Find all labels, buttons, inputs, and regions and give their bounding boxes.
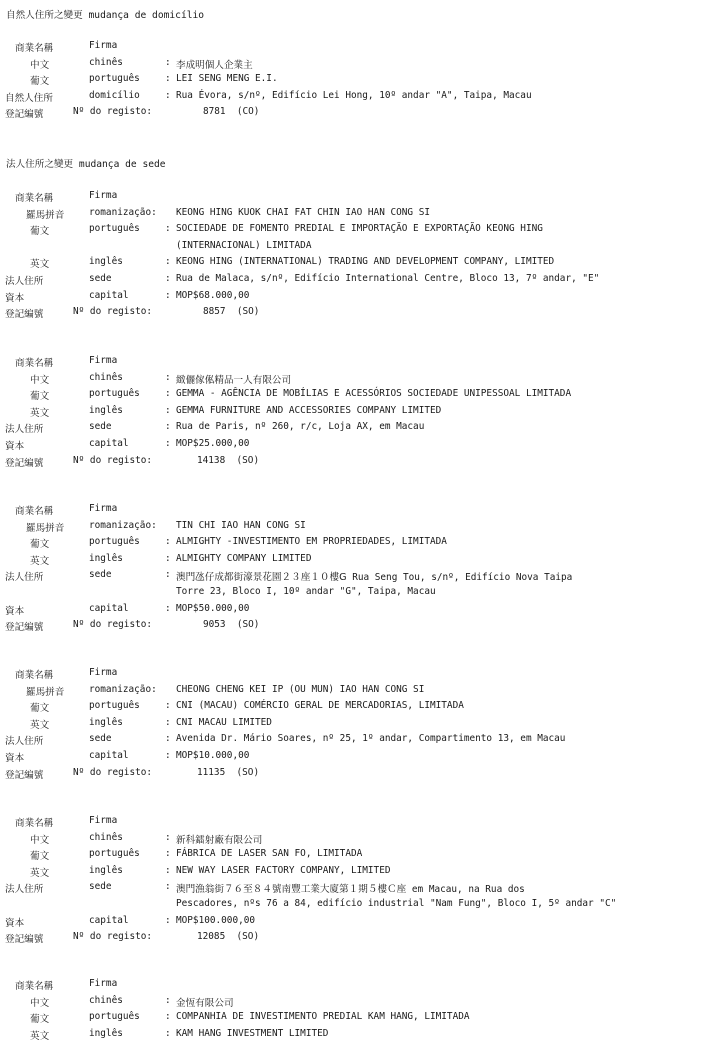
sede-value-pt: em Macau, na Rua dos xyxy=(411,884,525,896)
sede-label-pt: sede xyxy=(89,733,112,745)
chines-label-pt: chinês xyxy=(89,371,123,383)
registry-entry-4 xyxy=(0,503,710,636)
firma-label-pt: Firma xyxy=(89,978,118,989)
capital-label-zh: 資本 xyxy=(5,917,25,929)
chines-label-pt: chinês xyxy=(89,994,123,1006)
ingles-label-zh: 英文 xyxy=(30,719,50,731)
colon: : xyxy=(165,73,171,85)
portugues-value-continued: (INTERNACIONAL) LIMITADA xyxy=(176,239,312,251)
chines-row xyxy=(0,372,710,389)
sede-value xyxy=(176,881,525,895)
colon: : xyxy=(165,256,171,268)
portugues-label-zh: 葡文 xyxy=(30,76,50,88)
colon: : xyxy=(165,914,171,926)
firma-row xyxy=(0,978,710,995)
colon: : xyxy=(165,536,171,548)
romanizacao-label-pt: romanização: xyxy=(89,683,157,695)
registo-row xyxy=(0,106,710,123)
portugues-label-pt: português xyxy=(89,223,140,235)
chines-row xyxy=(0,57,710,74)
colon: : xyxy=(165,716,171,728)
sede-value: Rua de Malaca, s/nº, Edifício International Centre, Bloco 13, 7º andar, "E" xyxy=(176,272,600,284)
portugues-label-pt: português xyxy=(89,388,140,400)
portugues-label-zh: 葡文 xyxy=(30,226,50,238)
portugues-label-zh: 葡文 xyxy=(30,851,50,863)
portugues-value: CNI (MACAU) COMÉRCIO GERAL DE MERCADORIAS, LIMITADA xyxy=(176,700,464,712)
portugues-value: GEMMA - AGÊNCIA DE MOBÍLIAS E ACESSÓRIOS SOCIEDADE UNIPESSOAL LIMITADA xyxy=(176,388,572,400)
romanizacao-value: CHEONG CHENG KEI IP (OU MUN) IAO HAN CONG SI xyxy=(176,683,425,695)
sede-continuation-row xyxy=(0,586,710,603)
colon: : xyxy=(165,404,171,416)
colon: : xyxy=(165,994,171,1006)
capital-label-zh: 資本 xyxy=(5,752,25,764)
firma-row xyxy=(0,40,710,57)
portugues-row xyxy=(0,848,710,865)
sede-label-zh: 法人住所 xyxy=(5,572,44,584)
romanizacao-value: KEONG HING KUOK CHAI FAT CHIN IAO HAN CONG SI xyxy=(176,206,430,218)
ingles-value: ALMIGHTY COMPANY LIMITED xyxy=(176,552,312,564)
registo-value: 8857 (SO) xyxy=(203,306,260,318)
section-heading-domicilio: 自然人住所之變更 mudança de domicílio xyxy=(6,10,205,21)
romanizacao-row xyxy=(0,207,710,224)
registo-value: 9053 (SO) xyxy=(203,619,260,631)
chines-row xyxy=(0,832,710,849)
sede-continuation-row xyxy=(0,898,710,915)
capital-label-pt: capital xyxy=(89,289,129,301)
capital-row xyxy=(0,750,710,767)
firma-label-pt: Firma xyxy=(89,815,118,826)
chines-value: 李成明個人企業主 xyxy=(176,59,253,71)
portugues-label-pt: português xyxy=(89,536,140,548)
colon: : xyxy=(165,1011,171,1023)
portugues-label-zh: 葡文 xyxy=(30,391,50,403)
firma-row xyxy=(0,190,710,207)
domicilio-value: Rua Évora, s/nº, Edifício Lei Hong, 10º andar "A", Taipa, Macau xyxy=(176,89,532,101)
sede-row xyxy=(0,273,710,290)
ingles-row xyxy=(0,1028,710,1045)
colon: : xyxy=(165,437,171,449)
ingles-label-pt: inglês xyxy=(89,716,123,728)
firma-label-zh: 商業名稱 xyxy=(15,670,54,681)
portugues-label-pt: português xyxy=(89,848,140,860)
registo-label-zh: 登記編號 xyxy=(5,934,44,946)
ingles-label-pt: inglês xyxy=(89,256,123,268)
colon: : xyxy=(165,848,171,860)
sede-value-pt: Rua Seng Tou, s/nº, Edifício Nova Taipa xyxy=(352,572,573,584)
portugues-label-zh: 葡文 xyxy=(30,539,50,551)
sede-value-zh: 澳門漁翁街７６至８４號南豐工業大廈第１期５樓Ｃ座 xyxy=(176,884,407,896)
sede-row xyxy=(0,733,710,750)
firma-label-zh: 商業名稱 xyxy=(15,358,54,369)
chines-row xyxy=(0,995,710,1012)
ingles-label-pt: inglês xyxy=(89,1027,123,1039)
capital-label-zh: 資本 xyxy=(5,440,25,452)
registo-value: 11135 (SO) xyxy=(197,766,260,778)
registo-label-zh: 登記編號 xyxy=(5,109,44,121)
registo-row xyxy=(0,619,710,636)
sede-label-zh: 法人住所 xyxy=(5,275,44,287)
portugues-label-pt: português xyxy=(89,700,140,712)
portugues-row xyxy=(0,223,710,240)
registo-label-zh: 登記編號 xyxy=(5,622,44,634)
section-heading-sede: 法人住所之變更 mudança de sede xyxy=(6,159,166,170)
registo-row xyxy=(0,931,710,948)
portugues-label-pt: português xyxy=(89,73,140,85)
firma-label-zh: 商業名稱 xyxy=(15,981,54,992)
sede-value-zh: 澳門氹仔成都街濠景花園２３座１０樓G xyxy=(176,572,347,584)
firma-label-zh: 商業名稱 xyxy=(15,506,54,517)
portugues-continuation-row xyxy=(0,240,710,257)
colon: : xyxy=(165,89,171,101)
ingles-row xyxy=(0,553,710,570)
portugues-label-pt: português xyxy=(89,1011,140,1023)
romanizacao-label-zh: 羅馬拼音 xyxy=(26,209,65,221)
registo-label-zh: 登記編號 xyxy=(5,309,44,321)
firma-label-pt: Firma xyxy=(89,190,118,201)
colon: : xyxy=(165,223,171,235)
chines-label-zh: 中文 xyxy=(30,997,50,1009)
registo-value: 12085 (SO) xyxy=(197,931,260,943)
sede-row xyxy=(0,569,710,586)
ingles-label-pt: inglês xyxy=(89,404,123,416)
firma-row xyxy=(0,355,710,372)
sede-label-zh: 法人住所 xyxy=(5,424,44,436)
firma-row xyxy=(0,503,710,520)
capital-row xyxy=(0,603,710,620)
capital-row xyxy=(0,915,710,932)
colon: : xyxy=(165,733,171,745)
ingles-value: NEW WAY LASER FACTORY COMPANY, LIMITED xyxy=(176,864,391,876)
chines-label-zh: 中文 xyxy=(30,834,50,846)
portugues-value: SOCIEDADE DE FOMENTO PREDIAL E IMPORTAÇÃO E EXPORTAÇÃO KEONG HING xyxy=(176,223,543,235)
sede-label-pt: sede xyxy=(89,272,112,284)
portugues-label-zh: 葡文 xyxy=(30,703,50,715)
capital-label-pt: capital xyxy=(89,914,129,926)
domicilio-label-zh: 自然人住所 xyxy=(5,92,53,104)
colon: : xyxy=(165,421,171,433)
capital-value: MOP$25.000,00 xyxy=(176,437,250,449)
firma-label-zh: 商業名稱 xyxy=(15,818,54,829)
domicilio-row xyxy=(0,90,710,107)
romanizacao-label-pt: romanização: xyxy=(89,206,157,218)
portugues-value: ALMIGHTY -INVESTIMENTO EM PROPRIEDADES, LIMITADA xyxy=(176,536,447,548)
portugues-row xyxy=(0,1011,710,1028)
registry-entry-5 xyxy=(0,667,710,783)
registo-label-pt: Nº do registo: xyxy=(73,619,153,631)
firma-row xyxy=(0,667,710,684)
ingles-label-pt: inglês xyxy=(89,552,123,564)
sede-value xyxy=(176,569,572,583)
ingles-value: KEONG HING (INTERNATIONAL) TRADING AND DEVELOPMENT COMPANY, LIMITED xyxy=(176,256,555,268)
ingles-label-zh: 英文 xyxy=(30,555,50,567)
sede-label-zh: 法人住所 xyxy=(5,884,44,896)
capital-label-pt: capital xyxy=(89,749,129,761)
firma-label-zh: 商業名稱 xyxy=(15,193,54,204)
firma-label-pt: Firma xyxy=(89,40,118,51)
capital-value: MOP$50.000,00 xyxy=(176,602,250,614)
colon: : xyxy=(165,864,171,876)
firma-label-zh: 商業名稱 xyxy=(15,43,54,54)
domicilio-label-pt: domicílio xyxy=(89,89,140,101)
colon: : xyxy=(165,56,171,68)
ingles-value: CNI MACAU LIMITED xyxy=(176,716,272,728)
sede-value-continued: Pescadores, nºs 76 a 84, edifício industrial "Nam Fung", Bloco I, 5º andar "C" xyxy=(176,897,617,909)
sede-label-pt: sede xyxy=(89,421,112,433)
chines-value: 金恆有限公司 xyxy=(176,997,234,1009)
registo-row xyxy=(0,306,710,323)
colon: : xyxy=(165,272,171,284)
colon: : xyxy=(165,569,171,581)
colon: : xyxy=(165,371,171,383)
sede-label-pt: sede xyxy=(89,881,112,893)
colon: : xyxy=(165,1027,171,1039)
registo-label-pt: Nº do registo: xyxy=(73,931,153,943)
portugues-label-zh: 葡文 xyxy=(30,1014,50,1026)
colon: : xyxy=(165,388,171,400)
registo-label-pt: Nº do registo: xyxy=(73,454,153,466)
portugues-value: COMPANHIA DE INVESTIMENTO PREDIAL KAM HANG, LIMITADA xyxy=(176,1011,470,1023)
colon: : xyxy=(165,289,171,301)
chines-label-zh: 中文 xyxy=(30,374,50,386)
capital-label-pt: capital xyxy=(89,602,129,614)
firma-row xyxy=(0,815,710,832)
registo-label-zh: 登記編號 xyxy=(5,769,44,781)
colon: : xyxy=(165,700,171,712)
colon: : xyxy=(165,881,171,893)
portugues-value: FÁBRICA DE LASER SAN FO, LIMITADA xyxy=(176,848,363,860)
capital-value: MOP$10.000,00 xyxy=(176,749,250,761)
capital-value: MOP$68.000,00 xyxy=(176,289,250,301)
firma-label-pt: Firma xyxy=(89,355,118,366)
romanizacao-label-zh: 羅馬拼音 xyxy=(26,686,65,698)
colon: : xyxy=(165,749,171,761)
ingles-label-zh: 英文 xyxy=(30,1030,50,1042)
portugues-row xyxy=(0,73,710,90)
capital-label-pt: capital xyxy=(89,437,129,449)
ingles-row xyxy=(0,865,710,882)
chines-value: 新科鐳射廠有限公司 xyxy=(176,834,263,846)
registo-value: 8781 (CO) xyxy=(203,106,260,118)
ingles-row xyxy=(0,405,710,422)
sede-value: Rua de Paris, nº 260, r/c, Loja AX, em Macau xyxy=(176,421,425,433)
chines-label-zh: 中文 xyxy=(30,59,50,71)
romanizacao-label-zh: 羅馬拼音 xyxy=(26,522,65,534)
capital-label-zh: 資本 xyxy=(5,292,25,304)
romanizacao-value: TIN CHI IAO HAN CONG SI xyxy=(176,519,306,531)
registo-row xyxy=(0,455,710,472)
colon: : xyxy=(165,831,171,843)
portugues-row xyxy=(0,536,710,553)
registo-label-pt: Nº do registo: xyxy=(73,306,153,318)
registry-entry-6 xyxy=(0,815,710,948)
sede-label-pt: sede xyxy=(89,569,112,581)
registo-value: 14138 (SO) xyxy=(197,454,260,466)
romanizacao-row xyxy=(0,520,710,537)
registo-label-pt: Nº do registo: xyxy=(73,106,153,118)
portugues-row xyxy=(0,700,710,717)
ingles-value: GEMMA FURNITURE AND ACCESSORIES COMPANY LIMITED xyxy=(176,404,442,416)
chines-value: 緻儷傢俬精品一人有限公司 xyxy=(176,374,292,386)
firma-label-pt: Firma xyxy=(89,503,118,514)
ingles-row xyxy=(0,256,710,273)
registo-label-pt: Nº do registo: xyxy=(73,766,153,778)
chines-label-pt: chinês xyxy=(89,56,123,68)
registo-row xyxy=(0,767,710,784)
romanizacao-label-pt: romanização: xyxy=(89,519,157,531)
registry-entry-3 xyxy=(0,355,710,471)
ingles-label-zh: 英文 xyxy=(30,407,50,419)
capital-label-zh: 資本 xyxy=(5,605,25,617)
sede-label-zh: 法人住所 xyxy=(5,736,44,748)
sede-value-continued: Torre 23, Bloco I, 10º andar "G", Taipa, Macau xyxy=(176,585,436,597)
ingles-value: KAM HANG INVESTMENT LIMITED xyxy=(176,1027,329,1039)
sede-row xyxy=(0,881,710,898)
colon: : xyxy=(165,602,171,614)
sede-value: Avenida Dr. Mário Soares, nº 25, 1º andar, Compartimento 13, em Macau xyxy=(176,733,566,745)
chines-label-pt: chinês xyxy=(89,831,123,843)
firma-label-pt: Firma xyxy=(89,667,118,678)
ingles-row xyxy=(0,717,710,734)
colon: : xyxy=(165,552,171,564)
sede-row xyxy=(0,421,710,438)
registry-entry-2 xyxy=(0,190,710,323)
capital-row xyxy=(0,438,710,455)
capital-row xyxy=(0,290,710,307)
portugues-value: LEI SENG MENG E.I. xyxy=(176,73,278,85)
registry-entry-7 xyxy=(0,978,710,1044)
ingles-label-zh: 英文 xyxy=(30,867,50,879)
ingles-label-pt: inglês xyxy=(89,864,123,876)
romanizacao-row xyxy=(0,684,710,701)
registo-label-zh: 登記編號 xyxy=(5,457,44,469)
registry-entry-1 xyxy=(0,40,710,123)
capital-value: MOP$100.000,00 xyxy=(176,914,256,926)
ingles-label-zh: 英文 xyxy=(30,259,50,271)
portugues-row xyxy=(0,388,710,405)
